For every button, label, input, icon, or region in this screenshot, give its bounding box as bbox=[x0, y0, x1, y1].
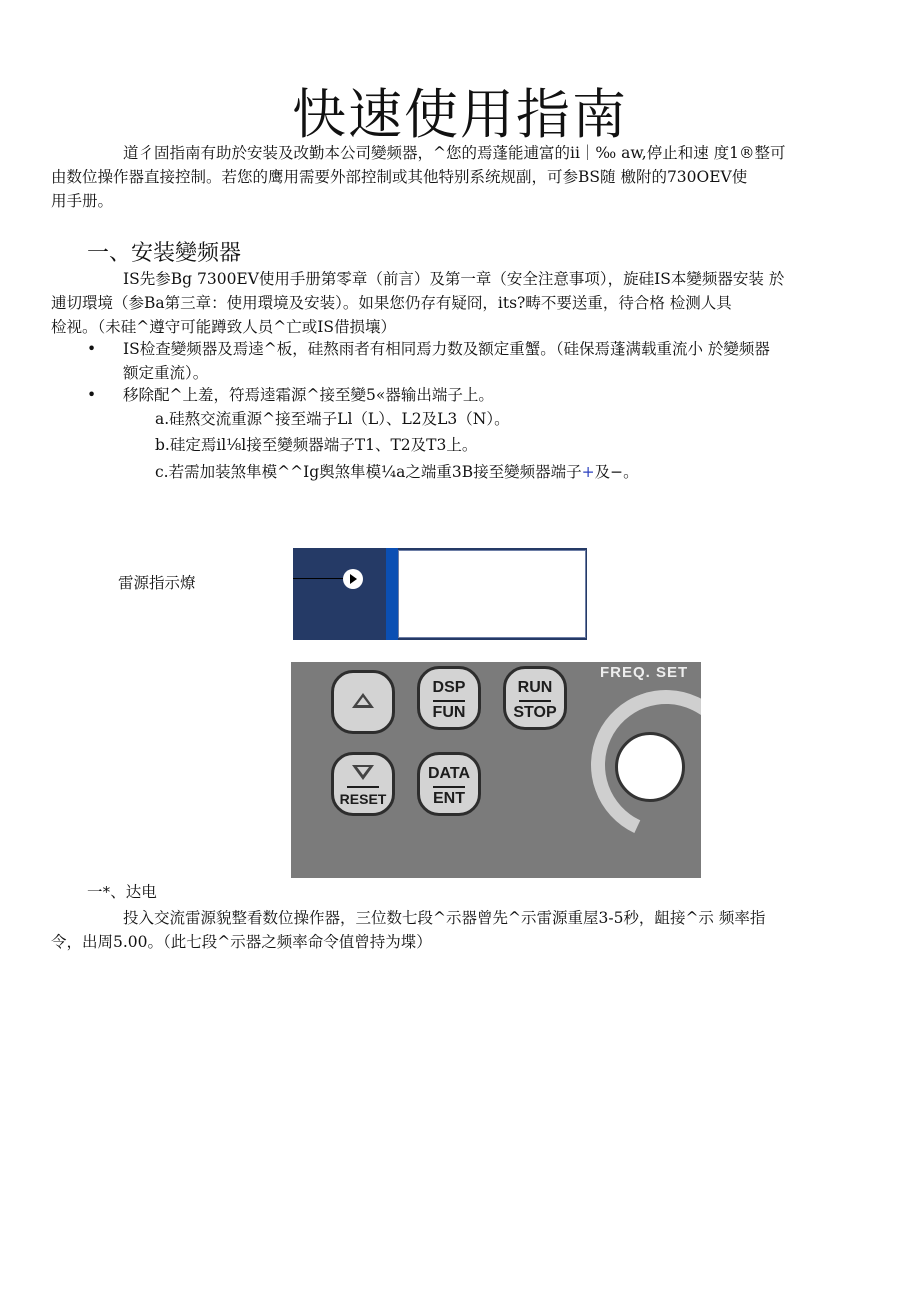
display-panel-image bbox=[293, 548, 587, 640]
key-divider bbox=[433, 786, 465, 788]
frequency-knob bbox=[615, 732, 685, 802]
key-divider bbox=[433, 700, 465, 702]
up-arrow-icon bbox=[352, 693, 374, 708]
sub-item-c bbox=[155, 460, 639, 484]
pointer-line bbox=[293, 578, 349, 579]
section-heading-install: 一、安装變频器 bbox=[87, 241, 242, 266]
bullet-dot: • bbox=[87, 340, 97, 358]
up-key bbox=[331, 670, 395, 734]
sub-item-b: b.硅定焉il⅛l接至變频器端子T1、T2及T3上。 bbox=[155, 436, 478, 454]
section-heading-power-on: 一*、达电 bbox=[87, 883, 157, 901]
power-on-paragraph bbox=[51, 906, 833, 954]
sub-item-c-end: 及−。 bbox=[594, 463, 639, 481]
bullet-line-1: IS检查變频器及焉逵^板，硅熬雨者有相同焉力数及额定重蟹。（硅保焉蓬满载重流小 於變频器 bbox=[123, 340, 770, 358]
intro-line-3: 用手册。 bbox=[51, 192, 114, 210]
keypad-image bbox=[291, 662, 701, 878]
install-line-1: IS先参Bg 7300EV使用手册第零章（前言）及第一章（安全注意事项），旋硅IS本變频器安装 於 bbox=[123, 270, 785, 288]
ent-label: ENT bbox=[433, 790, 465, 807]
intro-line-1: 道彳固指南有助於安装及改勤本公司變频器，^您的焉蓬能逋富的ii｜‰ aw,停止和速 度1®整可 bbox=[123, 144, 786, 162]
install-line-3: 检视。（未硅^遵守可能蹲致人员^亡或IS借损壤） bbox=[51, 318, 396, 336]
power-on-line-2: 令，出周5.00。（此七段^示器之频率命令值曾持为堞） bbox=[51, 933, 432, 951]
run-stop-key bbox=[503, 666, 567, 730]
power-on-line-1: 投入交流雷源貌整看数位操作器，三位数七段^示器曾先^示雷源重屋3-5秒，龃接^示 频率指 bbox=[123, 909, 766, 927]
intro-paragraph bbox=[51, 141, 833, 213]
run-label: RUN bbox=[517, 679, 553, 696]
bullet-item-check bbox=[87, 337, 833, 385]
bullet-text: 移除配^上羞，符焉逵霜源^接至變5«器输出端子上。 bbox=[123, 386, 494, 404]
bullet-dot: • bbox=[87, 386, 97, 404]
panel-divider bbox=[386, 548, 398, 640]
stop-label: STOP bbox=[513, 704, 557, 721]
fun-label: FUN bbox=[432, 704, 466, 721]
sub-item-a: a.硅熬交流重源^接至端子Ll（L）、L2及L3（N）。 bbox=[155, 410, 510, 428]
freq-set-label: FREQ. SET bbox=[600, 664, 689, 681]
page-title: 快速使用指南 bbox=[292, 83, 628, 146]
sub-item-c-text: c.若需加装煞隼模^^Ig舆煞隼模¼a之端重3B接至變频器端子 bbox=[155, 463, 582, 481]
power-indicator-label: 雷源指示燎 bbox=[118, 574, 196, 592]
down-arrow-icon bbox=[352, 765, 374, 780]
dsp-label: DSP bbox=[432, 679, 466, 696]
data-label: DATA bbox=[427, 765, 471, 782]
intro-line-2: 由数位操作器直接控制。若您的鹰用需要外部控制或其他特别系统规副，可参BS随 檄附的730OEV使 bbox=[51, 168, 748, 186]
bullet-item-wiring bbox=[87, 383, 833, 407]
plus-sign: + bbox=[581, 463, 595, 481]
led-display-screen bbox=[398, 550, 586, 638]
key-divider bbox=[347, 786, 379, 788]
install-line-2: 逋切環境（参Ba第三章：使用環境及安装）。如果您仍存有疑冏，its?畴不要送重，待合格 检测人具 bbox=[51, 294, 732, 312]
power-lamp-icon bbox=[343, 569, 363, 589]
down-reset-key bbox=[331, 752, 395, 816]
bullet-text bbox=[123, 337, 833, 385]
install-paragraph bbox=[51, 267, 833, 339]
reset-label: RESET bbox=[339, 791, 387, 807]
bullet-line-2: 额定重流）。 bbox=[123, 364, 209, 382]
key-divider bbox=[519, 700, 551, 702]
dsp-fun-key bbox=[417, 666, 481, 730]
data-ent-key bbox=[417, 752, 481, 816]
